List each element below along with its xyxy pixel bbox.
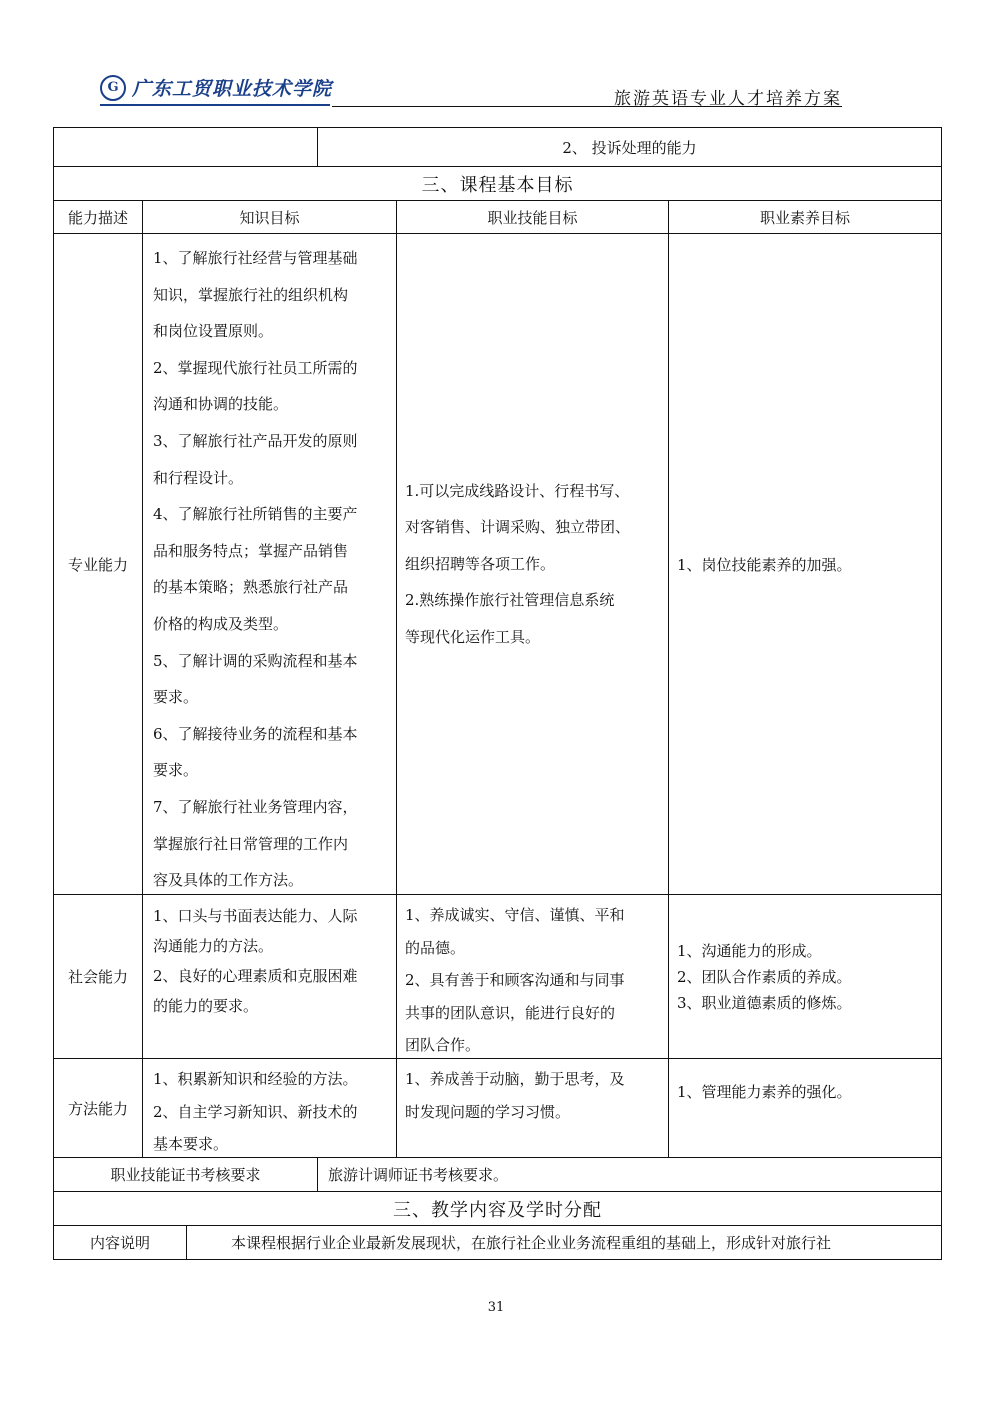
content-note-value: 本课程根据行业企业最新发展现状，在旅行社企业业务流程重组的基础上，形成针对旅行社 — [187, 1226, 942, 1259]
skills-cell — [397, 234, 669, 894]
skills-line: 对客销售、计调采购、独立带团、 — [405, 518, 631, 537]
knowledge-line: 容及具体的工作方法。 — [153, 871, 304, 890]
knowledge-cell — [143, 895, 397, 1058]
row-label: 专业能力 — [54, 234, 143, 894]
skills-cell — [397, 1059, 669, 1157]
knowledge-line: 价格的构成及类型。 — [153, 614, 289, 633]
course-goals-table — [53, 127, 942, 1260]
school-emblem-icon: G — [100, 75, 126, 101]
skills-line: 时发现问题的学习习惯。 — [405, 1102, 571, 1121]
column-header: 知识目标 — [143, 201, 397, 233]
section-title-goals: 三、课程基本目标 — [54, 167, 942, 200]
table-row — [54, 895, 942, 1059]
literacy-line: 1、岗位技能素养的加强。 — [677, 555, 852, 574]
table-row — [54, 1226, 942, 1260]
knowledge-line: 6、了解接待业务的流程和基本 — [153, 724, 358, 743]
knowledge-line: 基本要求。 — [153, 1135, 229, 1153]
skills-line: 等现代化运作工具。 — [405, 627, 541, 646]
logo-underline — [100, 104, 330, 106]
skills-line: 1、养成诚实、守信、谨慎、平和 — [405, 906, 625, 924]
top-row-text: 2、 投诉处理的能力 — [318, 128, 942, 166]
page-number: 31 — [487, 1300, 505, 1315]
column-header: 职业技能目标 — [397, 201, 669, 233]
knowledge-line: 2、良好的心理素质和克服困难 — [153, 967, 358, 985]
knowledge-line: 5、了解计调的采购流程和基本 — [153, 651, 358, 670]
literacy-cell — [669, 895, 942, 1058]
cert-label: 职业技能证书考核要求 — [54, 1158, 318, 1191]
knowledge-line: 2、掌握现代旅行社员工所需的 — [153, 358, 358, 377]
knowledge-line: 1、口头与书面表达能力、人际 — [153, 907, 358, 925]
row-label: 方法能力 — [54, 1059, 143, 1157]
knowledge-line: 和岗位设置原则。 — [153, 322, 274, 341]
skills-line: 1.可以完成线路设计、行程书写、 — [405, 481, 630, 500]
literacy-cell — [669, 234, 942, 894]
skills-line: 2.熟练操作旅行社管理信息系统 — [405, 591, 615, 610]
table-row — [54, 167, 942, 201]
knowledge-line: 1、积累新知识和经验的方法。 — [153, 1070, 358, 1088]
row-label: 社会能力 — [54, 895, 143, 1058]
table-header-row — [54, 201, 942, 234]
knowledge-cell — [143, 234, 397, 894]
knowledge-line: 1、了解旅行社经营与管理基础 — [153, 249, 358, 267]
knowledge-line: 的能力的要求。 — [153, 997, 259, 1015]
skills-line: 团队合作。 — [405, 1036, 481, 1054]
skills-line: 共事的团队意识，能进行良好的 — [405, 1003, 616, 1022]
document-title: 旅游英语专业人才培养方案 — [614, 89, 842, 109]
knowledge-line: 要求。 — [153, 688, 199, 707]
skills-line: 1、养成善于动脑，勤于思考，及 — [405, 1070, 625, 1088]
knowledge-cell — [143, 1059, 397, 1157]
literacy-cell — [669, 1059, 942, 1157]
knowledge-line: 知识，掌握旅行社的组织机构 — [153, 285, 349, 304]
literacy-line: 2、团队合作素质的养成。 — [677, 967, 852, 986]
skills-line: 的品德。 — [405, 938, 466, 957]
cert-value: 旅游计调师证书考核要求。 — [318, 1158, 942, 1191]
column-header: 能力描述 — [54, 201, 143, 233]
literacy-line: 3、职业道德素质的修炼。 — [677, 993, 852, 1012]
skills-line: 2、具有善于和顾客沟通和与同事 — [405, 971, 625, 989]
content-note-label: 内容说明 — [54, 1226, 187, 1259]
table-row — [54, 1158, 942, 1192]
knowledge-line: 沟通和协调的技能。 — [153, 395, 289, 414]
knowledge-line: 掌握旅行社日常管理的工作内 — [153, 834, 349, 853]
knowledge-line: 的基本策略；熟悉旅行社产品 — [153, 578, 349, 597]
page-header — [100, 72, 842, 108]
knowledge-line: 7、了解旅行社业务管理内容， — [153, 797, 358, 816]
table-row — [54, 234, 942, 895]
knowledge-line: 沟通能力的方法。 — [153, 937, 274, 955]
school-logo — [100, 74, 332, 101]
literacy-line: 1、沟通能力的形成。 — [677, 941, 822, 960]
section-title-content: 三、教学内容及学时分配 — [54, 1192, 942, 1225]
table-row — [54, 1059, 942, 1158]
knowledge-line: 2、自主学习新知识、新技术的 — [153, 1102, 358, 1121]
knowledge-line: 品和服务特点；掌握产品销售 — [153, 541, 349, 560]
knowledge-line: 4、了解旅行社所销售的主要产 — [153, 505, 358, 524]
knowledge-line: 和行程设计。 — [153, 468, 244, 487]
column-header: 职业素养目标 — [669, 201, 942, 233]
literacy-line: 1、管理能力素养的强化。 — [677, 1083, 852, 1101]
skills-cell — [397, 895, 669, 1058]
table-row — [54, 1192, 942, 1226]
skills-line: 组织招聘等各项工作。 — [405, 554, 556, 573]
knowledge-line: 3、了解旅行社产品开发的原则 — [153, 431, 358, 450]
table-row — [54, 128, 942, 167]
knowledge-line: 要求。 — [153, 761, 199, 780]
school-name: 广东工贸职业技术学院 — [132, 78, 333, 100]
